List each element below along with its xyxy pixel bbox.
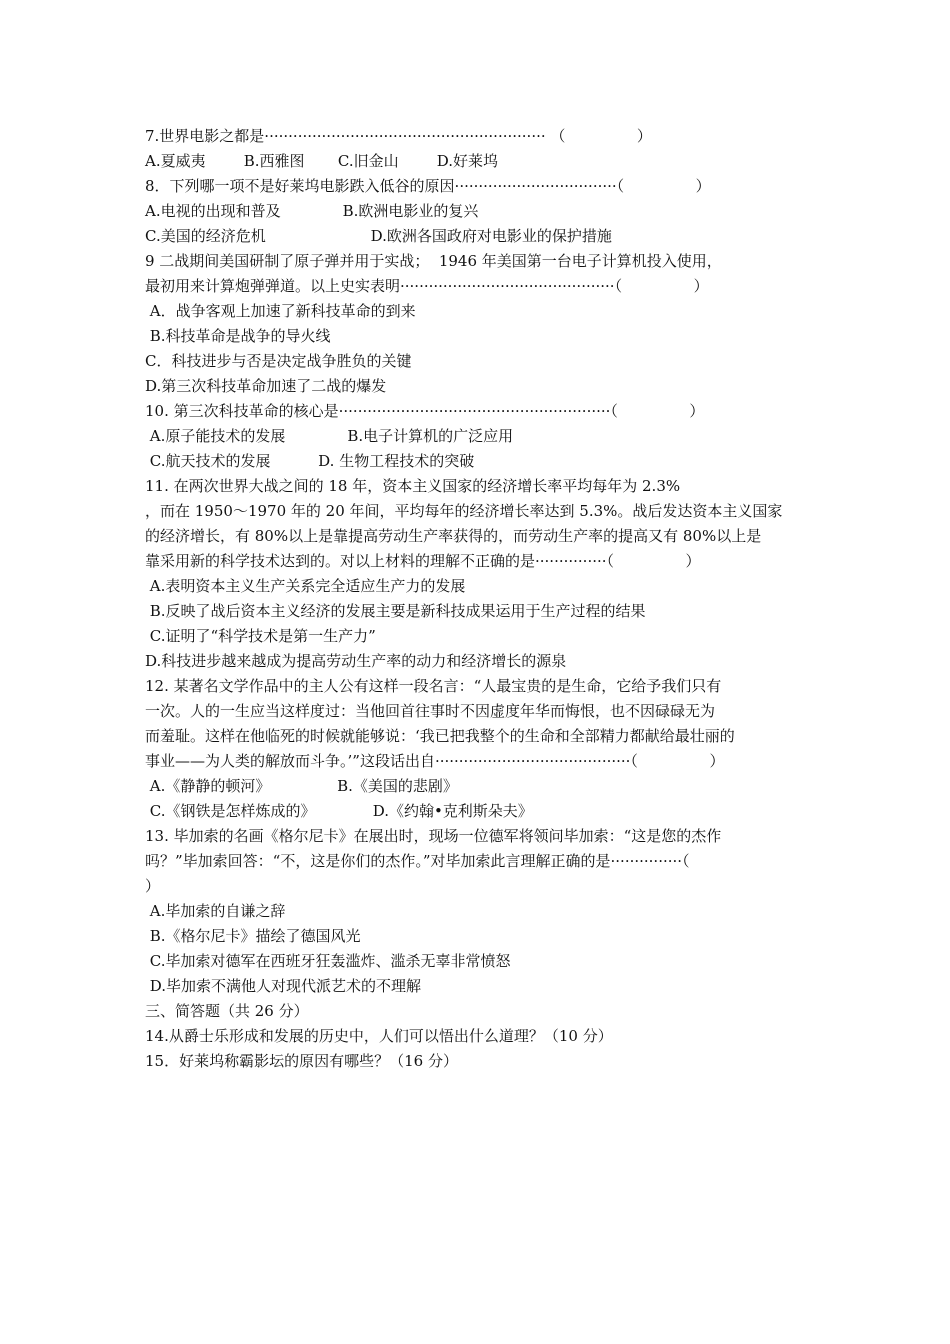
- question-stem: 靠采用新的科学技术达到的。对以上材料的理解不正确的是···············（ ）: [145, 552, 701, 570]
- question-options: C.美国的经济危机 D.欧洲各国政府对电影业的保护措施: [145, 227, 612, 245]
- option-a: A.毕加索的自谦之辞: [145, 902, 286, 920]
- option-a: A.表明资本主义生产关系完全适应生产力的发展: [145, 577, 466, 595]
- question-stem: 12. 某著名文学作品中的主人公有这样一段名言：“人最宝贵的是生命，它给予我们只有: [145, 677, 722, 695]
- question-stem: 最初用来计算炮弹弹道。以上史实表明·············································（ ）: [145, 277, 709, 295]
- option-c: C．科技进步与否是决定战争胜负的关键: [145, 352, 412, 370]
- question-stem: 10. 第三次科技革命的核心是·························································（ ）: [145, 402, 705, 420]
- question-stem: 事业——为人类的解放而斗争。’”这段话出自·········································（ ）: [145, 752, 725, 770]
- answer-bracket: ）: [145, 877, 161, 895]
- option-b: B.科技革命是战争的导火线: [145, 327, 331, 345]
- question-15: 15．好莱坞称霸影坛的原因有哪些？（16 分）: [145, 1052, 458, 1070]
- question-stem: ，而在 1950～1970 年的 20 年间，平均每年的经济增长率达到 5.3%。战后发达资本主义国家: [145, 502, 783, 520]
- question-stem: 的经济增长，有 80%以上是靠提高劳动生产率获得的，而劳动生产率的提高又有 80%以上是: [145, 527, 762, 545]
- question-stem: 7.世界电影之都是··························································· （ ）: [145, 127, 652, 145]
- question-9: [145, 249, 810, 399]
- question-stem: 11. 在两次世界大战之间的 18 年，资本主义国家的经济增长率平均每年为 2.3%: [145, 477, 681, 495]
- section-short-answer: [145, 999, 810, 1074]
- option-b: B.反映了战后资本主义经济的发展主要是新科技成果运用于生产过程的结果: [145, 602, 646, 620]
- question-options: A.《静静的顿河》 B.《美国的悲剧》: [145, 777, 458, 795]
- option-d: D.毕加索不满他人对现代派艺术的不理解: [145, 977, 422, 995]
- question-options: A.夏威夷 B.西雅图 C.旧金山 D.好莱坞: [145, 152, 499, 170]
- option-a: A．战争客观上加速了新科技革命的到来: [145, 302, 416, 320]
- question-7: [145, 124, 810, 174]
- question-8: [145, 174, 810, 249]
- question-stem: 而羞耻。这样在他临死的时候就能够说：‘我已把我整个的生命和全部精力都献给最壮丽的: [145, 727, 735, 745]
- option-c: C.毕加索对德军在西班牙狂轰滥炸、滥杀无辜非常愤怒: [145, 952, 511, 970]
- question-options: C.《钢铁是怎样炼成的》 D.《约翰•克利斯朵夫》: [145, 802, 533, 820]
- question-options: A.电视的出现和普及 B.欧洲电影业的复兴: [145, 202, 479, 220]
- question-13: [145, 824, 810, 999]
- option-d: D.第三次科技革命加速了二战的爆发: [145, 377, 387, 395]
- question-12: [145, 674, 810, 824]
- section-heading: 三、简答题（共 26 分）: [145, 1002, 309, 1020]
- question-stem: 一次。人的一生应当这样度过：当他回首往事时不因虚度年华而悔恨，也不因碌碌无为: [145, 702, 716, 720]
- question-10: [145, 399, 810, 474]
- question-stem: 8．下列哪一项不是好莱坞电影跌入低谷的原因··································（ ）: [145, 177, 711, 195]
- question-options: A.原子能技术的发展 B.电子计算机的广泛应用: [145, 427, 514, 445]
- question-stem: 9 二战期间美国研制了原子弹并用于实战； 1946 年美国第一台电子计算机投入使用，: [145, 252, 722, 270]
- question-14: 14.从爵士乐形成和发展的历史中，人们可以悟出什么道理？（10 分）: [145, 1027, 613, 1045]
- question-stem: 13. 毕加索的名画《格尔尼卡》在展出时，现场一位德军将领问毕加索：“这是您的杰作: [145, 827, 722, 845]
- option-c: C.证明了“科学技术是第一生产力”: [145, 627, 376, 645]
- option-b: B.《格尔尼卡》描绘了德国风光: [145, 927, 361, 945]
- option-d: D.科技进步越来越成为提高劳动生产率的动力和经济增长的源泉: [145, 652, 567, 670]
- question-11: [145, 474, 810, 674]
- question-options: C.航天技术的发展 D. 生物工程技术的突破: [145, 452, 475, 470]
- exam-content: [145, 124, 810, 1074]
- question-stem: 吗？”毕加索回答：“不，这是你们的杰作。”对毕加索此言理解正确的是···············（: [145, 852, 690, 870]
